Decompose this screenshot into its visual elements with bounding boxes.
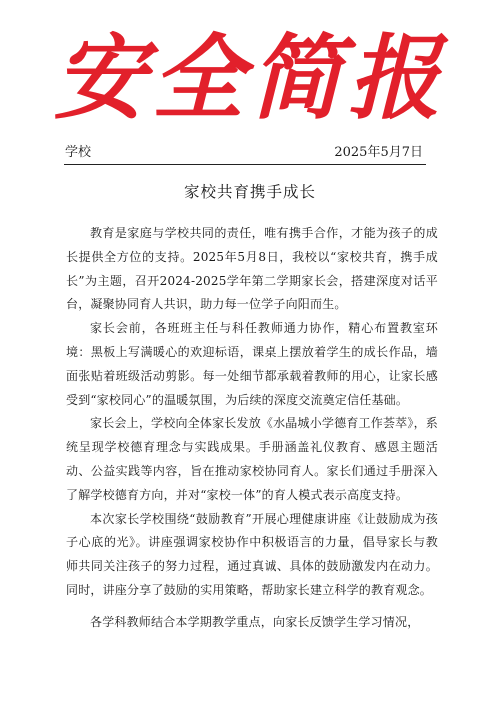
masthead-calligraphy	[0, 14, 500, 132]
school-name: 学校	[65, 145, 92, 160]
paragraph-1: 教育是家庭与学校共同的责任，唯有携手合作，才能为孩子的成长提供全方位的支持。2025年5月8日，我校以“家校共育，携手成长”为主题，召开2024-2025学年第二学期家长会，搭建深度对话平台，凝聚协同育人共识，助力每一位学子向阳而生。	[66, 226, 438, 312]
paragraph-2: 家长会前，各班班主任与科任教师通力协作，精心布置教室环境：黑板上写满暖心的欢迎标语，课桌上摆放着学生的成长作品，墙面张贴着班级活动剪影。每一处细节都承载着教师的用心，让家长感受到“家校同心”的温暖氛围，为后续的深度交流奠定信任基础。	[66, 321, 438, 407]
paragraph-3: 家长会上，学校向全体家长发放《水晶城小学德育工作荟萃》，系统呈现学校德育理念与实践成果。手册涵盖礼仪教育、感恩主题活动、公益实践等内容，旨在推动家校协同育人。家长们通过手册深入了解学校德育方向，并对“家校一体”的育人模式表示高度支持。	[66, 416, 438, 502]
article-title: 家校共育携手成长	[183, 183, 316, 201]
meta-row	[65, 143, 425, 163]
issue-date: 2025年5月7日	[334, 145, 423, 160]
paragraph-5: 各学科教师结合本学期教学重点，向家长反馈学生学习情况，	[90, 614, 420, 629]
masthead	[0, 14, 500, 132]
masthead-title: 安全简报	[53, 24, 447, 132]
paragraph-4: 本次家长学校围绕“鼓励教育”开展心理健康讲座《让鼓励成为孩子心底的光》。讲座强调家校协作中积极语言的力量，倡导家长与教师共同关注孩子的努力过程，通过真诚、具体的鼓励激发内在动力。同时，讲座分享了鼓励的实用策略，帮助家长建立科学的教育观念。	[66, 511, 438, 597]
header-divider	[64, 164, 426, 165]
article-body	[66, 222, 438, 635]
